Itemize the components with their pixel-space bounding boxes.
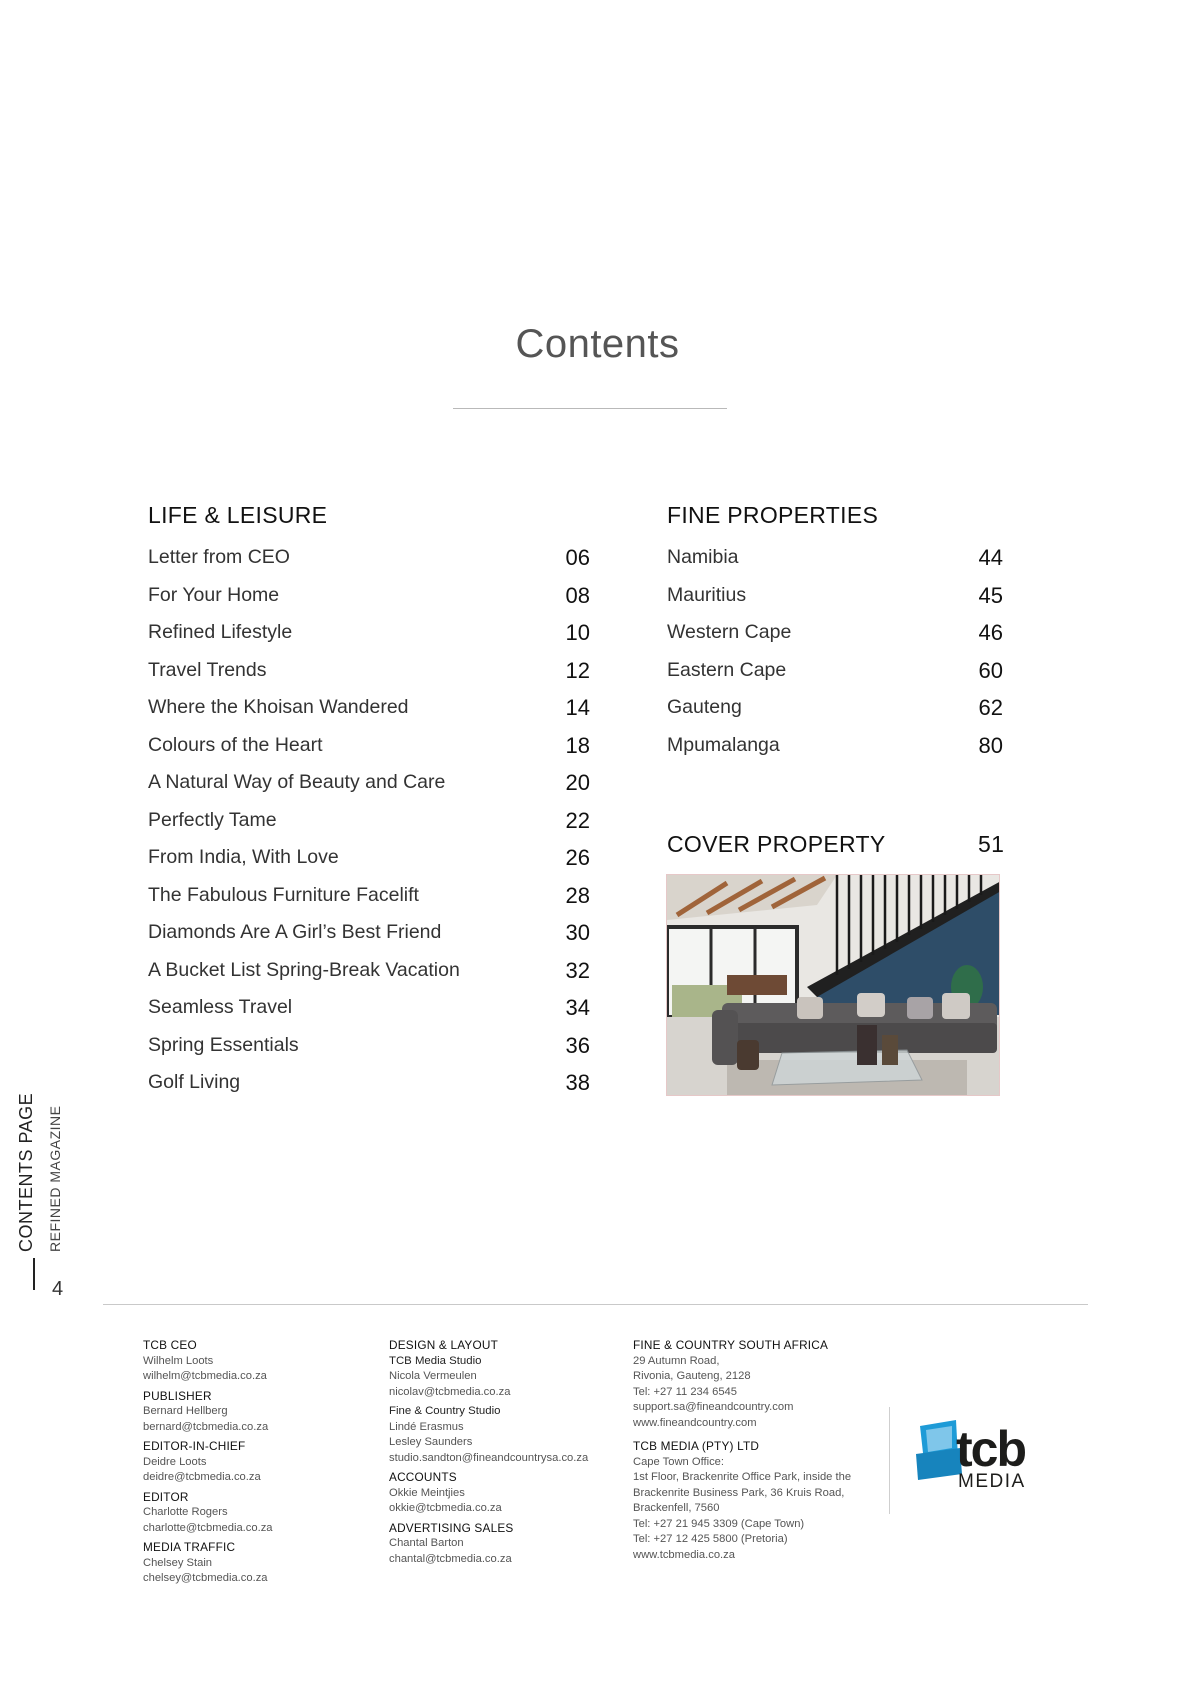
credit-line: okkie@tcbmedia.co.za	[389, 1502, 502, 1514]
toc-item-page: 08	[565, 582, 590, 608]
section-heading-cover: COVER PROPERTY	[667, 831, 886, 857]
toc-item-title: From India, With Love	[148, 846, 339, 868]
credit-line: 1st Floor, Brackenrite Office Park, inside the	[633, 1471, 852, 1483]
toc-item-title: A Natural Way of Beauty and Care	[148, 771, 446, 793]
credit-role-accounts: ACCOUNTS	[389, 1470, 457, 1484]
toc-item-title: Letter from CEO	[148, 546, 290, 568]
credit-studio-fc: Fine & Country Studio	[389, 1405, 501, 1417]
toc-item-page: 26	[565, 845, 590, 870]
cover-photo-illustration	[667, 875, 1000, 1096]
tcb-media-logo	[916, 1418, 1046, 1494]
side-section-label: CONTENTS PAGE	[16, 1092, 36, 1252]
toc-item-title: Refined Lifestyle	[148, 621, 293, 643]
page-title: Contents	[515, 322, 680, 366]
credit-line: nicolav@tcbmedia.co.za	[389, 1385, 511, 1398]
credit-line: Wilhelm Loots	[143, 1354, 214, 1367]
toc-item	[148, 996, 590, 1034]
credit-role: MEDIA TRAFFIC	[143, 1540, 236, 1554]
credit-line: support.sa@fineandcountry.com	[633, 1401, 794, 1413]
credit-line: Tel: +27 21 945 3309 (Cape Town)	[633, 1517, 805, 1530]
toc-item-page: 20	[565, 770, 590, 795]
credit-line: Deidre Loots	[143, 1455, 207, 1468]
credit-line: chelsey@tcbmedia.co.za	[143, 1572, 268, 1584]
logo-divider	[889, 1407, 890, 1514]
toc-item-page: 44	[978, 545, 1003, 570]
side-magazine-label: REFINED MAGAZINE	[47, 1105, 63, 1252]
toc-item-title: Where the Khoisan Wandered	[148, 696, 409, 718]
toc-item	[667, 696, 1003, 734]
toc-item-title: Golf Living	[148, 1071, 241, 1093]
credit-role-design: DESIGN & LAYOUT	[389, 1338, 498, 1352]
credit-role-fc-sa: FINE & COUNTRY SOUTH AFRICA	[633, 1338, 829, 1352]
credit-line: Brackenrite Business Park, 36 Kruis Road,	[633, 1486, 845, 1499]
toc-item	[148, 921, 590, 959]
toc-item-page: 14	[565, 695, 590, 720]
toc-item-title: Western Cape	[667, 621, 792, 643]
toc-item	[667, 546, 1003, 584]
toc-list-life	[148, 546, 590, 1109]
credit-role: EDITOR	[143, 1489, 189, 1504]
toc-item	[148, 621, 590, 659]
toc-item-page: 28	[565, 882, 590, 908]
credit-line: 29 Autumn Road,	[633, 1354, 720, 1367]
toc-item-title: Colours of the Heart	[148, 733, 323, 756]
side-accent-bar	[33, 1258, 35, 1290]
credit-role: EDITOR-IN-CHIEF	[143, 1439, 246, 1453]
toc-item-page: 34	[565, 995, 590, 1020]
credit-line: www.tcbmedia.co.za	[633, 1548, 735, 1561]
toc-item-title: Diamonds Are A Girl’s Best Friend	[148, 921, 442, 943]
credit-line: Tel: +27 12 425 5800 (Pretoria)	[633, 1533, 788, 1545]
toc-item-page: 80	[978, 732, 1003, 758]
credit-role-tcb: TCB MEDIA (PTY) LTD	[633, 1439, 760, 1453]
section-heading-fine: FINE PROPERTIES	[667, 502, 879, 528]
toc-item	[148, 1071, 590, 1109]
toc-item	[148, 696, 590, 734]
toc-item-title: Mpumalanga	[667, 733, 780, 756]
toc-item-title: Mauritius	[667, 583, 747, 606]
toc-item	[148, 846, 590, 884]
credit-line: chantal@tcbmedia.co.za	[389, 1552, 512, 1565]
credit-line: Tel: +27 11 234 6545	[633, 1385, 737, 1398]
credits-column-3	[633, 1338, 851, 1563]
toc-item	[148, 809, 590, 847]
credit-line: www.fineandcountry.com	[633, 1416, 757, 1429]
credit-line: charlotte@tcbmedia.co.za	[143, 1521, 273, 1534]
toc-item-page: 10	[565, 620, 590, 645]
toc-item	[148, 771, 590, 809]
toc-item-page: 22	[565, 807, 590, 833]
toc-item-page: 46	[978, 620, 1003, 645]
credit-line: Rivonia, Gauteng, 2128	[633, 1370, 751, 1382]
toc-item-page: 36	[565, 1032, 590, 1058]
footer-rule	[103, 1304, 1088, 1305]
credit-studio-tcb: TCB Media Studio	[389, 1354, 482, 1367]
toc-item-page: 60	[978, 657, 1003, 683]
logo-sub: MEDIA	[958, 1471, 1026, 1492]
credit-line: deidre@tcbmedia.co.za	[143, 1471, 261, 1483]
credit-role-ads: ADVERTISING SALES	[389, 1520, 514, 1535]
toc-item-title: Perfectly Tame	[148, 808, 277, 831]
toc-item	[148, 546, 590, 584]
toc-item-page: 18	[565, 732, 590, 758]
credit-line: Chantal Barton	[389, 1537, 464, 1549]
credit-line: Chelsey Stain	[143, 1556, 213, 1569]
toc-item-title: Spring Essentials	[148, 1033, 299, 1056]
credits-column-2	[389, 1338, 588, 1567]
toc-item-page: 30	[565, 920, 590, 945]
toc-item-page: 45	[978, 582, 1003, 608]
toc-item	[148, 584, 590, 622]
credit-line: bernard@tcbmedia.co.za	[143, 1420, 269, 1433]
toc-item	[148, 884, 590, 922]
toc-item-title: Gauteng	[667, 696, 742, 718]
toc-item-title: For Your Home	[148, 583, 280, 606]
toc-item-title: Eastern Cape	[667, 658, 787, 681]
toc-item-title: Namibia	[667, 546, 739, 568]
credit-line: wilhelm@tcbmedia.co.za	[143, 1370, 267, 1382]
toc-item-page: 38	[565, 1070, 590, 1095]
toc-item-page: 12	[565, 657, 590, 683]
toc-item	[667, 659, 1003, 697]
credit-line: Okkie Meintjies	[389, 1486, 465, 1499]
credit-line: Nicola Vermeulen	[389, 1370, 477, 1382]
credit-line: Cape Town Office:	[633, 1455, 725, 1468]
toc-item-page: 32	[565, 957, 590, 983]
toc-list-fine	[667, 546, 1003, 771]
section-heading-life: LIFE & LEISURE	[148, 502, 328, 528]
toc-item	[148, 734, 590, 772]
toc-item	[667, 734, 1003, 772]
credit-line: Brackenfell, 7560	[633, 1502, 720, 1514]
credit-line: Lindé Erasmus	[389, 1420, 464, 1433]
cover-property-image	[666, 874, 1000, 1096]
toc-item-title: Travel Trends	[148, 658, 267, 681]
page-number: 4	[52, 1278, 64, 1300]
toc-item-page: 06	[565, 545, 590, 570]
credit-line: studio.sandton@fineandcountrysa.co.za	[389, 1451, 589, 1464]
toc-item-title: Seamless Travel	[148, 996, 293, 1018]
title-rule	[453, 408, 727, 409]
toc-item	[148, 659, 590, 697]
credit-line: Lesley Saunders	[389, 1436, 473, 1448]
toc-item	[667, 584, 1003, 622]
toc-item-title: A Bucket List Spring-Break Vacation	[148, 958, 460, 981]
credit-role: PUBLISHER	[143, 1388, 212, 1403]
credit-line: Bernard Hellberg	[143, 1405, 228, 1417]
toc-item-title: The Fabulous Furniture Facelift	[148, 883, 419, 906]
logo-word: tcb	[956, 1421, 1025, 1477]
credits-column-1	[143, 1338, 273, 1591]
toc-item	[148, 1034, 590, 1072]
credit-role: TCB CEO	[143, 1338, 197, 1352]
toc-item	[667, 621, 1003, 659]
toc-item	[148, 959, 590, 997]
toc-item-page: 62	[978, 695, 1003, 720]
cover-page-number: 51	[978, 831, 1005, 857]
credit-line: Charlotte Rogers	[143, 1506, 228, 1518]
